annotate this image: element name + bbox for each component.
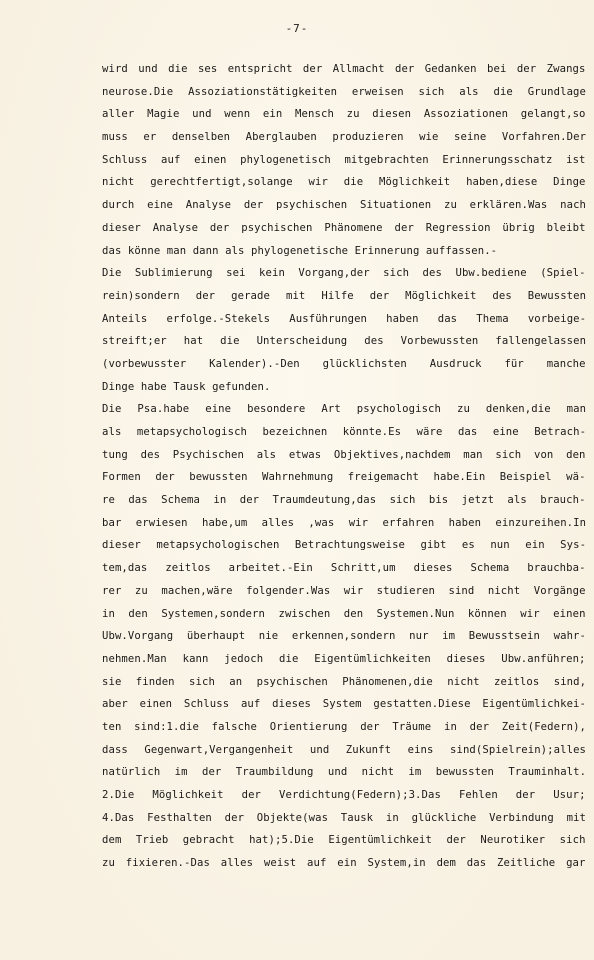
- text-line: Schluss auf einen phylogenetisch mitgebrachten Erinnerungsschatz ist: [102, 153, 586, 166]
- text-line: re das Schema in der Traumdeutung,das sich bis jetzt als brauch-: [102, 494, 586, 507]
- text-line: nicht gerechtfertigt,solange wir die Möglichkeit haben,diese Dinge: [102, 176, 586, 189]
- text-line: Anteils erfolge.-Stekels Ausführungen haben das Thema vorbeige-: [102, 312, 587, 325]
- text-line: wird und die ses entspricht der Allmacht der Gedanken bei der Zwangs: [102, 63, 586, 75]
- text-line: muss er denselben Aberglauben produzieren wie seine Vorfahren.Der: [102, 131, 587, 144]
- text-line: aber einen Schluss auf dieses System gestatten.Diese Eigentümlichkei-: [102, 698, 587, 711]
- text-line: (vorbewusster Kalender).-Den glücklichsten Ausdruck für manche: [102, 357, 586, 370]
- text-line: neurose.Die Assoziationstätigkeiten erweisen sich als die Grundlage: [102, 85, 587, 98]
- text-line: nehmen.Man kann jedoch die Eigentümlichkeiten dieses Ubw.anführen;: [102, 652, 586, 665]
- text-line: 4.Das Festhalten der Objekte(was Tausk in glückliche Verbindung mit: [102, 811, 587, 824]
- text-line: Formen der bewussten Wahrnehmung freigemacht habe.Ein Beispiel wä-: [102, 471, 586, 484]
- text-line: zu fixieren.-Das alles weist auf ein System,in dem das Zeitliche gar: [102, 857, 586, 870]
- text-line: dieser Analyse der psychischen Phänomene der Regression übrig bleibt: [102, 221, 586, 234]
- text-line: durch eine Analyse der psychischen Situationen zu erklären.Was nach: [102, 199, 587, 212]
- text-line: sie finden sich an psychischen Phänomenen,die nicht zeitlos sind,: [102, 675, 587, 688]
- text-line: tung des Psychischen als etwas Objektives,nachdem man sich von den: [102, 448, 586, 461]
- text-line: Ubw.Vorgang überhaupt nie erkennen,sondern nur im Bewusstsein wahr-: [102, 630, 587, 643]
- text-line: rer zu machen,wäre folgender.Was wir studieren sind nicht Vorgänge: [102, 584, 586, 597]
- text-line: das könne man dann als phylogenetische Erinnerung auffassen.-: [102, 244, 498, 257]
- text-line: rein)sondern der gerade mit Hilfe der Möglichkeit des Bewussten: [102, 289, 587, 302]
- text-line: Dinge habe Tausk gefunden.: [102, 380, 271, 393]
- text-line: dieser metapsychologischen Betrachtungsweise gibt es nun ein Sys-: [102, 539, 587, 552]
- text-line: als metapsychologisch bezeichnen könnte.Es wäre das eine Betrach-: [102, 426, 587, 438]
- text-line: tem,das zeitlos arbeitet.-Ein Schritt,um dieses Schema brauchba-: [102, 562, 586, 575]
- text-line: ten sind:1.die falsche Orientierung der Träume in der Zeit(Federn),: [102, 720, 587, 733]
- text-line: dem Trieb gebracht hat);5.Die Eigentümlichkeit der Neurotiker sich: [102, 834, 586, 847]
- text-line: Die Psa.habe eine besondere Art psychologisch zu denken,die man: [102, 403, 587, 416]
- text-line: natürlich im der Traumbildung und nicht im bewussten Trauminhalt.: [102, 766, 587, 779]
- text-line: in den Systemen,sondern zwischen den Systemen.Nun können wir einen: [102, 607, 586, 620]
- body-text: [102, 58, 594, 875]
- text-line: streift;er hat die Unterscheidung des Vorbewussten fallengelassen: [102, 335, 587, 348]
- text-line: bar erwiesen habe,um alles ,was wir erfahren haben einzureihen.In: [102, 516, 587, 529]
- text-line: aller Magie und wenn ein Mensch zu diesen Assoziationen gelangt,so: [102, 108, 586, 121]
- text-line: dass Gegenwart,Vergangenheit und Zukunft eins sind(Spielrein);alles: [102, 743, 587, 756]
- page-number: -7-: [285, 22, 309, 35]
- text-line: Die Sublimierung sei kein Vorgang,der sich des Ubw.bediene (Spiel-: [102, 267, 586, 280]
- text-line: 2.Die Möglichkeit der Verdichtung(Federn);3.Das Fehlen der Usur;: [102, 789, 586, 801]
